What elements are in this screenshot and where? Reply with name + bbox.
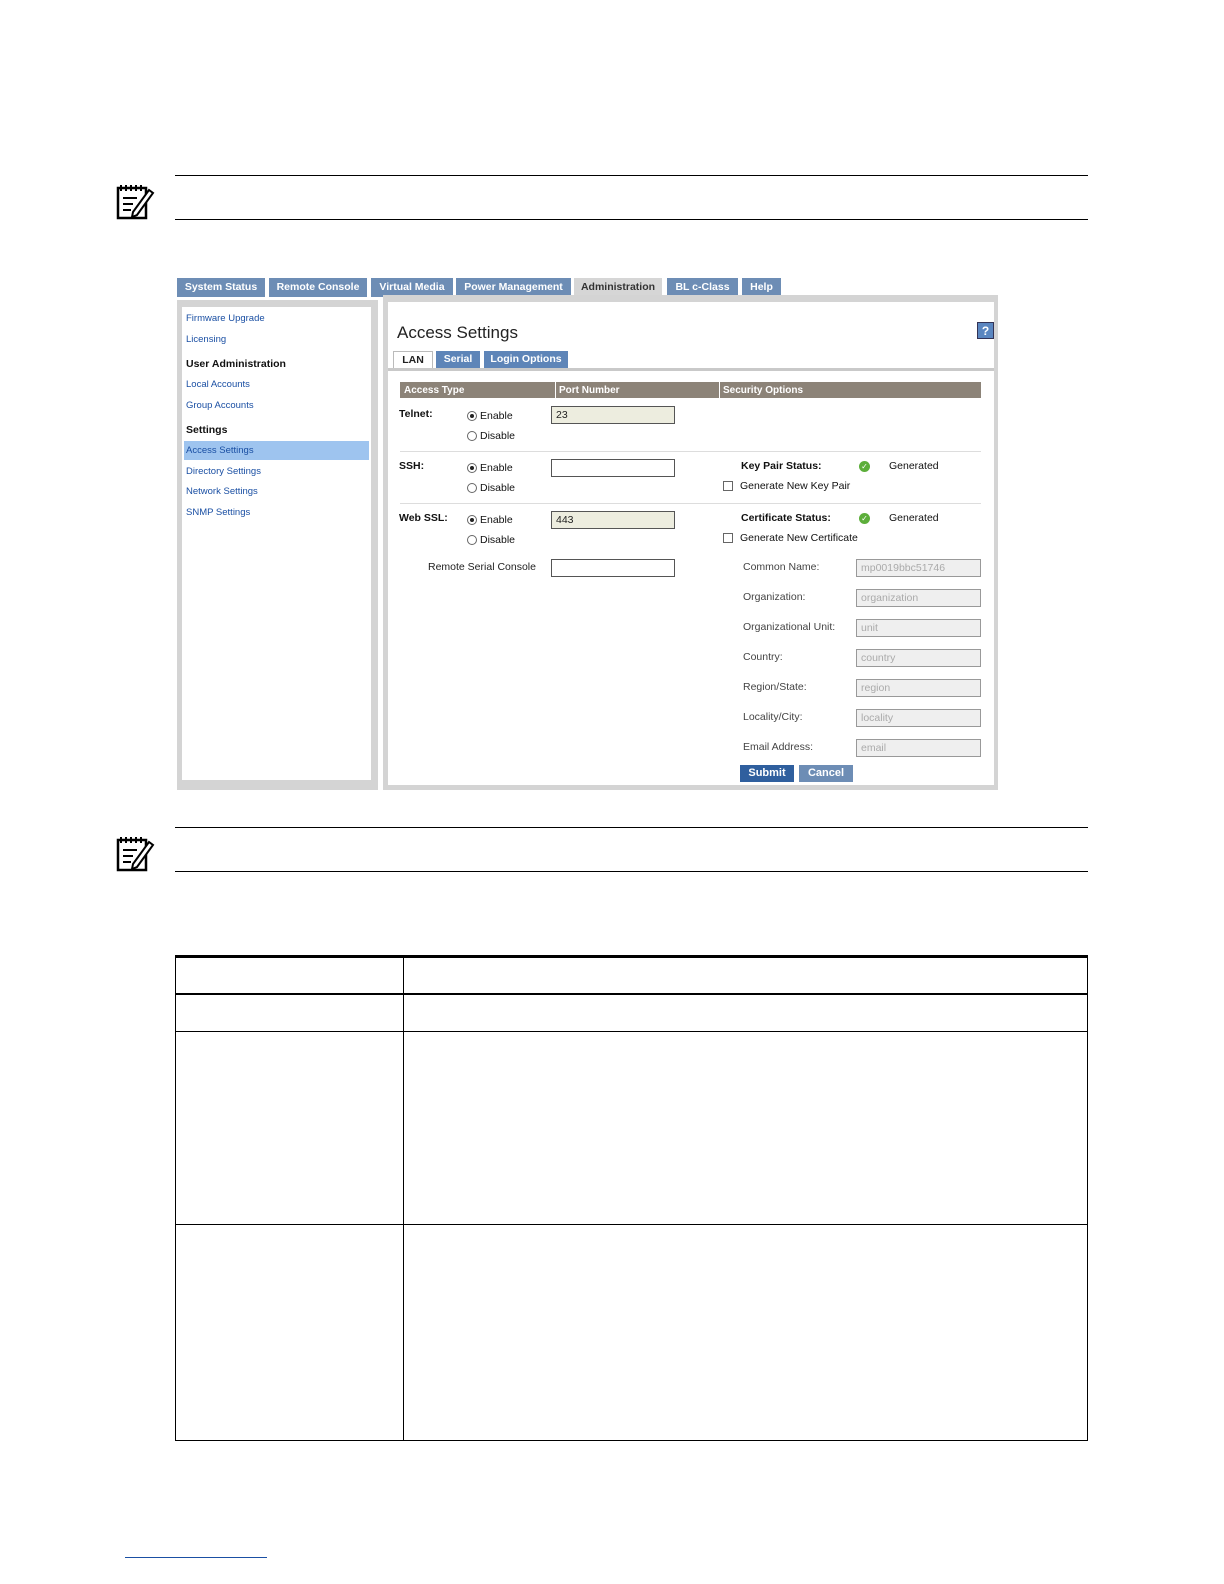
telnet-enable-label: Enable — [480, 410, 513, 422]
remote-serial-console-input[interactable] — [551, 559, 675, 577]
header-port-number: Port Number — [555, 382, 620, 398]
webssl-port-input[interactable]: 443 — [551, 511, 675, 529]
form-buttons — [740, 765, 860, 782]
radio-selected-icon[interactable] — [467, 463, 477, 473]
table-row-rule — [175, 1031, 1088, 1032]
note-rule-top — [175, 175, 1088, 176]
country-label: Country: — [743, 651, 783, 663]
radio-selected-icon[interactable] — [467, 515, 477, 525]
tab-remote-console[interactable]: Remote Console — [269, 278, 369, 297]
tab-administration[interactable]: Administration — [574, 278, 664, 298]
table-top-rule — [175, 955, 1088, 958]
ssh-label: SSH: — [399, 460, 425, 472]
submit-button[interactable]: Submit — [740, 765, 794, 782]
access-settings-screenshot — [177, 278, 998, 790]
sub-tab-bar — [393, 351, 994, 368]
checkbox[interactable] — [723, 481, 733, 491]
note-rule-bottom — [175, 871, 1088, 872]
sidebar-frame — [177, 300, 378, 790]
status-ok-icon: ✓ — [859, 461, 870, 472]
tab-system-status[interactable]: System Status — [177, 278, 267, 297]
common-name-label: Common Name: — [743, 561, 820, 573]
status-ok-icon: ✓ — [859, 513, 870, 524]
common-name-input[interactable]: mp0019bbc51746 — [856, 559, 981, 577]
table-right-border — [1087, 955, 1088, 1441]
locality-city-input[interactable]: locality — [856, 709, 981, 727]
checkbox[interactable] — [723, 533, 733, 543]
row-divider — [400, 451, 981, 452]
generate-key-pair-option[interactable] — [723, 480, 850, 492]
note-rule-top — [175, 827, 1088, 828]
telnet-disable-label: Disable — [480, 430, 516, 442]
ssh-enable-option[interactable] — [467, 462, 513, 474]
sidebar-heading-settings: Settings — [186, 424, 228, 436]
webssl-enable-option[interactable] — [467, 514, 513, 526]
note-rule-bottom — [175, 219, 1088, 220]
sidebar — [182, 307, 371, 780]
content-frame — [383, 295, 998, 790]
key-pair-status-value: Generated — [889, 460, 939, 472]
telnet-label: Telnet: — [399, 408, 433, 420]
organization-label: Organization: — [743, 591, 806, 603]
tab-login-options[interactable]: Login Options — [484, 351, 570, 368]
sidebar-item-directory-settings[interactable]: Directory Settings — [186, 466, 261, 477]
locality-city-label: Locality/City: — [743, 711, 803, 723]
sidebar-item-firmware-upgrade[interactable]: Firmware Upgrade — [186, 313, 265, 324]
organization-input[interactable]: organization — [856, 589, 981, 607]
table-left-border — [175, 955, 176, 1441]
remote-serial-console-label: Remote Serial Console — [428, 561, 536, 573]
cancel-button[interactable]: Cancel — [799, 765, 853, 782]
telnet-port-input[interactable]: 23 — [551, 406, 675, 424]
tab-virtual-media[interactable]: Virtual Media — [371, 278, 455, 297]
telnet-enable-option[interactable] — [467, 410, 513, 422]
ssh-disable-option[interactable] — [467, 482, 515, 494]
note-icon — [115, 182, 155, 222]
sidebar-heading-user-administration: User Administration — [186, 358, 286, 370]
table-bottom-rule — [175, 1440, 1088, 1441]
certificate-status-value: Generated — [889, 512, 939, 524]
header-access-type: Access Type — [404, 385, 465, 396]
region-state-label: Region/State: — [743, 681, 807, 693]
country-input[interactable]: country — [856, 649, 981, 667]
content-panel — [388, 302, 994, 782]
note-icon — [115, 834, 155, 874]
ssh-enable-label: Enable — [480, 462, 513, 474]
page-title: Access Settings — [397, 323, 518, 342]
tab-bl-c-class[interactable]: BL c-Class — [667, 278, 740, 297]
radio-selected-icon[interactable] — [467, 411, 477, 421]
tab-serial[interactable]: Serial — [436, 351, 482, 368]
footer-link-underline[interactable] — [125, 1557, 267, 1558]
certificate-status-label: Certificate Status: — [741, 512, 831, 524]
telnet-disable-option[interactable] — [467, 430, 515, 442]
generate-key-pair-label: Generate New Key Pair — [740, 480, 851, 492]
webssl-enable-label: Enable — [480, 514, 513, 526]
radio-empty-icon[interactable] — [467, 483, 477, 493]
sidebar-item-licensing[interactable]: Licensing — [186, 334, 227, 345]
table-column-divider — [403, 955, 404, 1441]
organizational-unit-label: Organizational Unit: — [743, 621, 836, 633]
lan-settings-form — [388, 368, 994, 785]
access-table-header — [400, 382, 981, 398]
email-address-label: Email Address: — [743, 741, 814, 753]
sidebar-item-network-settings[interactable]: Network Settings — [186, 486, 258, 497]
table-header-rule — [175, 993, 1088, 995]
description-table — [175, 955, 1088, 1441]
tab-help[interactable]: Help — [742, 278, 783, 297]
webssl-disable-label: Disable — [480, 534, 516, 546]
table-row-rule — [175, 1224, 1088, 1225]
ssh-port-input[interactable] — [551, 459, 675, 477]
organizational-unit-input[interactable]: unit — [856, 619, 981, 637]
generate-certificate-option[interactable] — [723, 532, 858, 544]
help-button[interactable]: ? — [977, 322, 994, 339]
webssl-disable-option[interactable] — [467, 534, 515, 546]
email-address-input[interactable]: email — [856, 739, 981, 757]
generate-certificate-label: Generate New Certificate — [740, 532, 858, 544]
tab-lan[interactable]: LAN — [393, 351, 433, 368]
row-divider — [400, 503, 981, 504]
sidebar-item-snmp-settings[interactable]: SNMP Settings — [186, 507, 251, 518]
radio-empty-icon[interactable] — [467, 535, 477, 545]
tab-power-management[interactable]: Power Management — [456, 278, 573, 297]
sidebar-item-local-accounts[interactable]: Local Accounts — [186, 379, 250, 390]
ssh-disable-label: Disable — [480, 482, 516, 494]
radio-empty-icon[interactable] — [467, 431, 477, 441]
sidebar-item-group-accounts[interactable]: Group Accounts — [186, 400, 254, 411]
sidebar-item-access-settings[interactable]: Access Settings — [186, 445, 254, 456]
header-security-options: Security Options — [719, 382, 803, 398]
key-pair-status-label: Key Pair Status: — [741, 460, 822, 472]
webssl-label: Web SSL: — [399, 512, 448, 524]
region-state-input[interactable]: region — [856, 679, 981, 697]
